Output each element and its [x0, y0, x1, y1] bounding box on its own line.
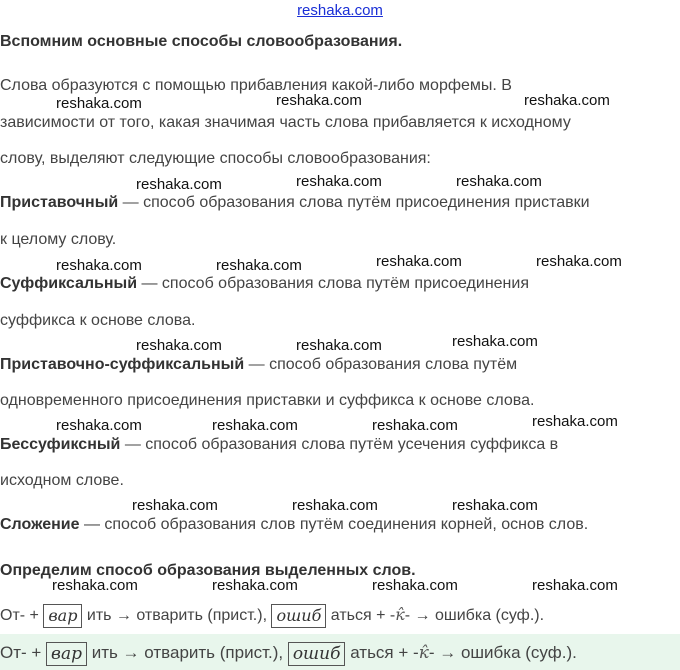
watermark: reshaka.com: [136, 337, 222, 354]
watermark: reshaka.com: [376, 253, 462, 270]
example-text: - → ошибка (суф.).: [404, 607, 545, 624]
watermark: reshaka.com: [296, 337, 382, 354]
watermark: reshaka.com: [524, 92, 610, 109]
suffix-mark: к̂: [395, 605, 405, 624]
intro-line: зависимости от того, какая значимая часть слова прибавляется к исходному: [0, 114, 571, 131]
site-watermark-link[interactable]: reshaka.com: [297, 2, 383, 19]
watermark: reshaka.com: [532, 577, 618, 594]
watermark: reshaka.com: [452, 497, 538, 514]
method-definition-continued: к целому слову.: [0, 231, 117, 248]
method-description: — способ образования слова путём присоединения приставки: [118, 194, 590, 211]
example-text: ить → отварить (прист.),: [82, 607, 272, 624]
method-definition-continued: исходном слове.: [0, 472, 124, 489]
watermark: reshaka.com: [52, 577, 138, 594]
watermark: reshaka.com: [452, 333, 538, 350]
task-heading: Определим способ образования выделенных слов.: [0, 562, 416, 579]
method-definition: [0, 193, 590, 213]
example-prefix: От- +: [0, 643, 47, 662]
example-line-highlighted: [0, 640, 577, 666]
watermark: reshaka.com: [372, 417, 458, 434]
watermark: reshaka.com: [56, 257, 142, 274]
watermark: reshaka.com: [212, 577, 298, 594]
root-box: вар: [46, 642, 87, 666]
method-description: — способ образования слова путём: [244, 356, 518, 373]
method-definition: [0, 274, 529, 294]
method-description: — способ образования слова путём усечения суффикса в: [120, 436, 559, 453]
root-box: вар: [43, 604, 82, 628]
method-definition-continued: одновременного присоединения приставки и суффикса к основе слова.: [0, 392, 535, 409]
method-term: Сложение: [0, 516, 80, 533]
method-definition: [0, 435, 558, 455]
watermark: reshaka.com: [532, 413, 618, 430]
intro-line: Слова образуются с помощью прибавления какой-либо морфемы. В: [0, 77, 512, 94]
watermark: reshaka.com: [212, 417, 298, 434]
watermark: reshaka.com: [136, 176, 222, 193]
watermark: reshaka.com: [56, 417, 142, 434]
suffix-mark: к̂: [418, 643, 429, 663]
watermark: reshaka.com: [372, 577, 458, 594]
example-text: аться + -: [345, 643, 419, 662]
example-text: ить → отварить (прист.),: [86, 643, 288, 662]
method-definition-continued: суффикса к основе слова.: [0, 312, 196, 329]
example-prefix: От- +: [0, 607, 44, 624]
method-term: Приставочный: [0, 194, 119, 211]
method-description: — способ образования слов путём соединения корней, основ слов.: [79, 516, 589, 533]
watermark: reshaka.com: [132, 497, 218, 514]
watermark: reshaka.com: [276, 92, 362, 109]
method-term: Суффиксальный: [0, 275, 138, 292]
watermark: reshaka.com: [292, 497, 378, 514]
method-definition: [0, 515, 588, 535]
watermark: reshaka.com: [296, 173, 382, 190]
example-line: [0, 603, 544, 628]
method-term: Приставочно-суффиксальный: [0, 356, 245, 373]
example-text: аться + -: [326, 607, 396, 624]
watermark: reshaka.com: [56, 95, 142, 112]
intro-line: слову, выделяют следующие способы словообразования:: [0, 150, 431, 167]
method-term: Бессуфиксный: [0, 436, 121, 453]
page-heading: Вспомним основные способы словообразования.: [0, 33, 403, 50]
root-box: ошиб: [288, 642, 346, 666]
watermark: reshaka.com: [456, 173, 542, 190]
watermark: reshaka.com: [536, 253, 622, 270]
method-definition: [0, 355, 517, 375]
watermark: reshaka.com: [216, 257, 302, 274]
root-box: ошиб: [271, 604, 326, 628]
method-description: — способ образования слова путём присоединения: [137, 275, 529, 292]
example-text: - → ошибка (суф.).: [428, 643, 577, 662]
